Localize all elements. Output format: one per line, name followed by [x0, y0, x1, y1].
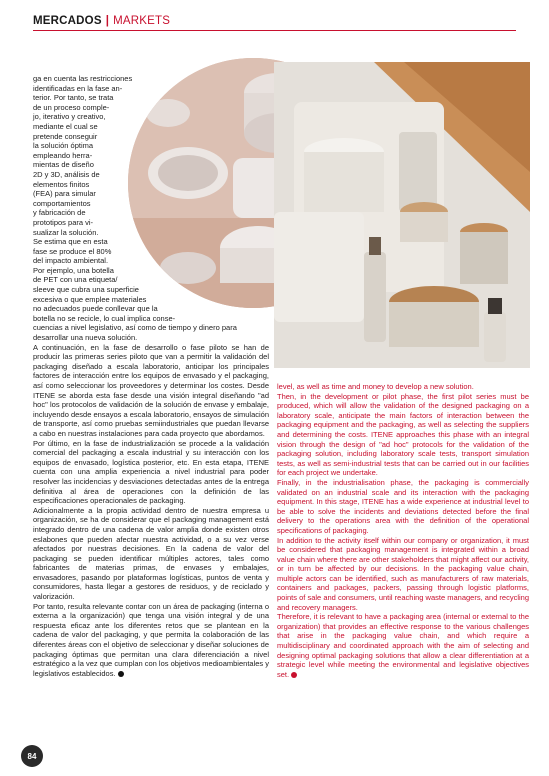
section-subtitle: MARKETS: [113, 15, 171, 27]
page-number-badge: 84: [21, 745, 43, 767]
end-mark-icon: [291, 672, 297, 678]
text-line: fase se produce el 80%: [33, 246, 112, 256]
text-line: Se estima que en esta: [33, 237, 108, 247]
closing-text: Por tanto, resulta relevante contar con un área de packaging (interna o externa a la organización) que tenga una visión integral y de una respuesta eficaz ante los diferentes retos que se plantean en la cadena de valor del packaging, y que permita la colaboración de las diferentes áreas con el objetivo de seleccionar y diseñar soluciones de packaging óptimas que permitan una clara diferenciación a nivel estratégico a la vez que cumplan con los objetivos medioambientales y legislativos establecidos.: [33, 601, 269, 678]
text-line: pretende conseguir: [33, 131, 98, 141]
text-line: cuencias a nivel legislativo, así como de tiempo y dinero para: [33, 323, 237, 333]
text-line: ga en cuenta las restricciones: [33, 74, 133, 83]
text-line: 2D y 3D, análisis de: [33, 169, 100, 179]
text-line: terior. Por tanto, se trata: [33, 93, 114, 103]
text-line: de un proceso comple-: [33, 102, 110, 112]
body-paragraph: [277, 612, 529, 679]
text-line: de PET con una etiqueta/: [33, 275, 118, 285]
text-line: empleando herra-: [33, 150, 93, 160]
header-rule: [33, 30, 516, 31]
text-line: jo, iterativo y creativo,: [33, 112, 106, 122]
text-line: excesiva o que emplee materiales: [33, 294, 147, 304]
closing-text: Therefore, it is relevant to have a packaging area (internal or external to the organization) that provides an effective response to the various challenges that arise in the packaging value chain, and which require a multidisciplinary and coordinated approach with the aim of selecting and designing optimal packaging solutions that allow a clear differentiation at a strategic level while meeting the environmental and legislative objectives set.: [277, 612, 529, 679]
body-paragraph: A continuación, en la fase de desarrollo o fase piloto se han de producir las primeras series piloto que van a permitir la validación del packaging diseñado a escala laboratorio, anticipar los principales factores de interacción entre los equipos de envasado y el packaging, así como seleccionar los proveedores y determinar los costes. Desde ITENE se aborda esta fase desde una visión integral diseñando "ad hoc" los protocolos de validación de la solución de envase y embalaje, incluyendo desde ensayos a escala laboratorio, ensayos de simulación de transporte, así como pruebas semiindustriales que puedan llevarse a cabo en nuestras instalaciones para cada proyecto que abordamos.: [33, 342, 269, 438]
body-paragraph: Por último, en la fase de industrialización se procede a la validación comercial del packaging a escala industrial y su interacción con los equipos de envasado, logística posterior, etc. En esta etapa, ITENE cuenta con una amplia experiencia a nivel industrial para poder resolver las incidencias y desviaciones detectadas antes de la entrega definitiva al área de operaciones con la definición de las especificaciones operacionales de packaging.: [33, 438, 269, 506]
body-paragraph: level, as well as time and money to develop a new solution.: [277, 382, 474, 391]
text-line: prototipos para vi-: [33, 217, 94, 227]
text-line: sualizar la solución.: [33, 227, 99, 237]
bamboo-jars-illustration: [274, 62, 530, 368]
body-paragraph: In addition to the activity itself within our company or organization, it must be considered that packaging management is integrated within a broad value chain where there are other stakeholders that might affect our activity, or in turn be affected by our decisions. In the packaging value chain, multiple actors can be identified, such as manufacturers of raw materials, containers and packages, packers, passing through logistic platforms, points of sale and consumers, until reaching waste managers, and recycling and recovery managers.: [277, 535, 529, 612]
text-line: sleeve que cubra una superficie: [33, 285, 139, 295]
body-paragraph: [33, 602, 269, 679]
text-line: Por ejemplo, una botella: [33, 265, 114, 275]
text-line: (FEA) para simular: [33, 189, 96, 199]
packaging-tray-photo: [274, 62, 530, 368]
body-paragraph: Finally, in the industrialisation phase, the packaging is commercially validated on an industrial scale and its interaction with the packaging equipment. In this stage, ITENE has a wide experience at industrial level to be able to solve the incidents and deviations detected before the final delivery to the operations area with the definition of the operational specifications of packaging.: [277, 477, 529, 535]
text-line: botella no se recicle, lo cual implica conse-: [33, 313, 176, 323]
text-line: la solución óptima: [33, 141, 94, 151]
wrapped-intro-paragraph: [33, 74, 269, 343]
text-line: mientas de diseño: [33, 160, 94, 170]
text-line: elementos finitos: [33, 179, 90, 189]
text-line: comportamientos: [33, 198, 91, 208]
body-paragraph: Adicionalmente a la propia actividad dentro de nuestra empresa u organización, se ha de considerar que el packaging management está integrado dentro de una cadena de valor amplia donde existen otros eslabones que pueden afectar nuestra actividad, o a su vez verse afectados por nuestras decisiones. En la cadena de valor del packaging se pueden identificar múltiples actores, tales como fabricantes de materias primas, de envases y embalajes, envasadores, pasando por plataformas logísticas, puntos de venta y consumidores, hasta llegar a gestores de residuos, y de reciclado y valorización.: [33, 505, 269, 602]
header-separator: |: [105, 15, 110, 27]
text-line: no adecuados puede conllevar que la: [33, 304, 158, 314]
section-title: MERCADOS: [33, 15, 102, 27]
spanish-article-column: [33, 74, 269, 678]
body-paragraph: Then, in the development or pilot phase, the first pilot series must be produced, which will allow the validation of the designed packaging on a laboratory scale, anticipate the main factors of interaction between the packaging equipment and the packaging, as well as selecting the suppliers and determining the costs. ITENE approaches this phase with an integral vision through the design of "ad hoc" protocols for the validation of the packaging solution, including laboratory scale tests, transport simulation tests, as well as semi-industrial tests that can be carried out in our facilities for each project we undertake.: [277, 391, 529, 478]
running-header: [33, 14, 170, 28]
text-line: mediante el cual se: [33, 121, 98, 131]
text-line: del impacto ambiental.: [33, 256, 109, 266]
text-line: identificadas en la fase an-: [33, 83, 123, 93]
end-mark-icon: [118, 671, 124, 677]
text-line: y fabricación de: [33, 208, 86, 218]
text-line: desarrollar una nueva solución.: [33, 333, 138, 343]
english-article-column: [277, 382, 529, 679]
